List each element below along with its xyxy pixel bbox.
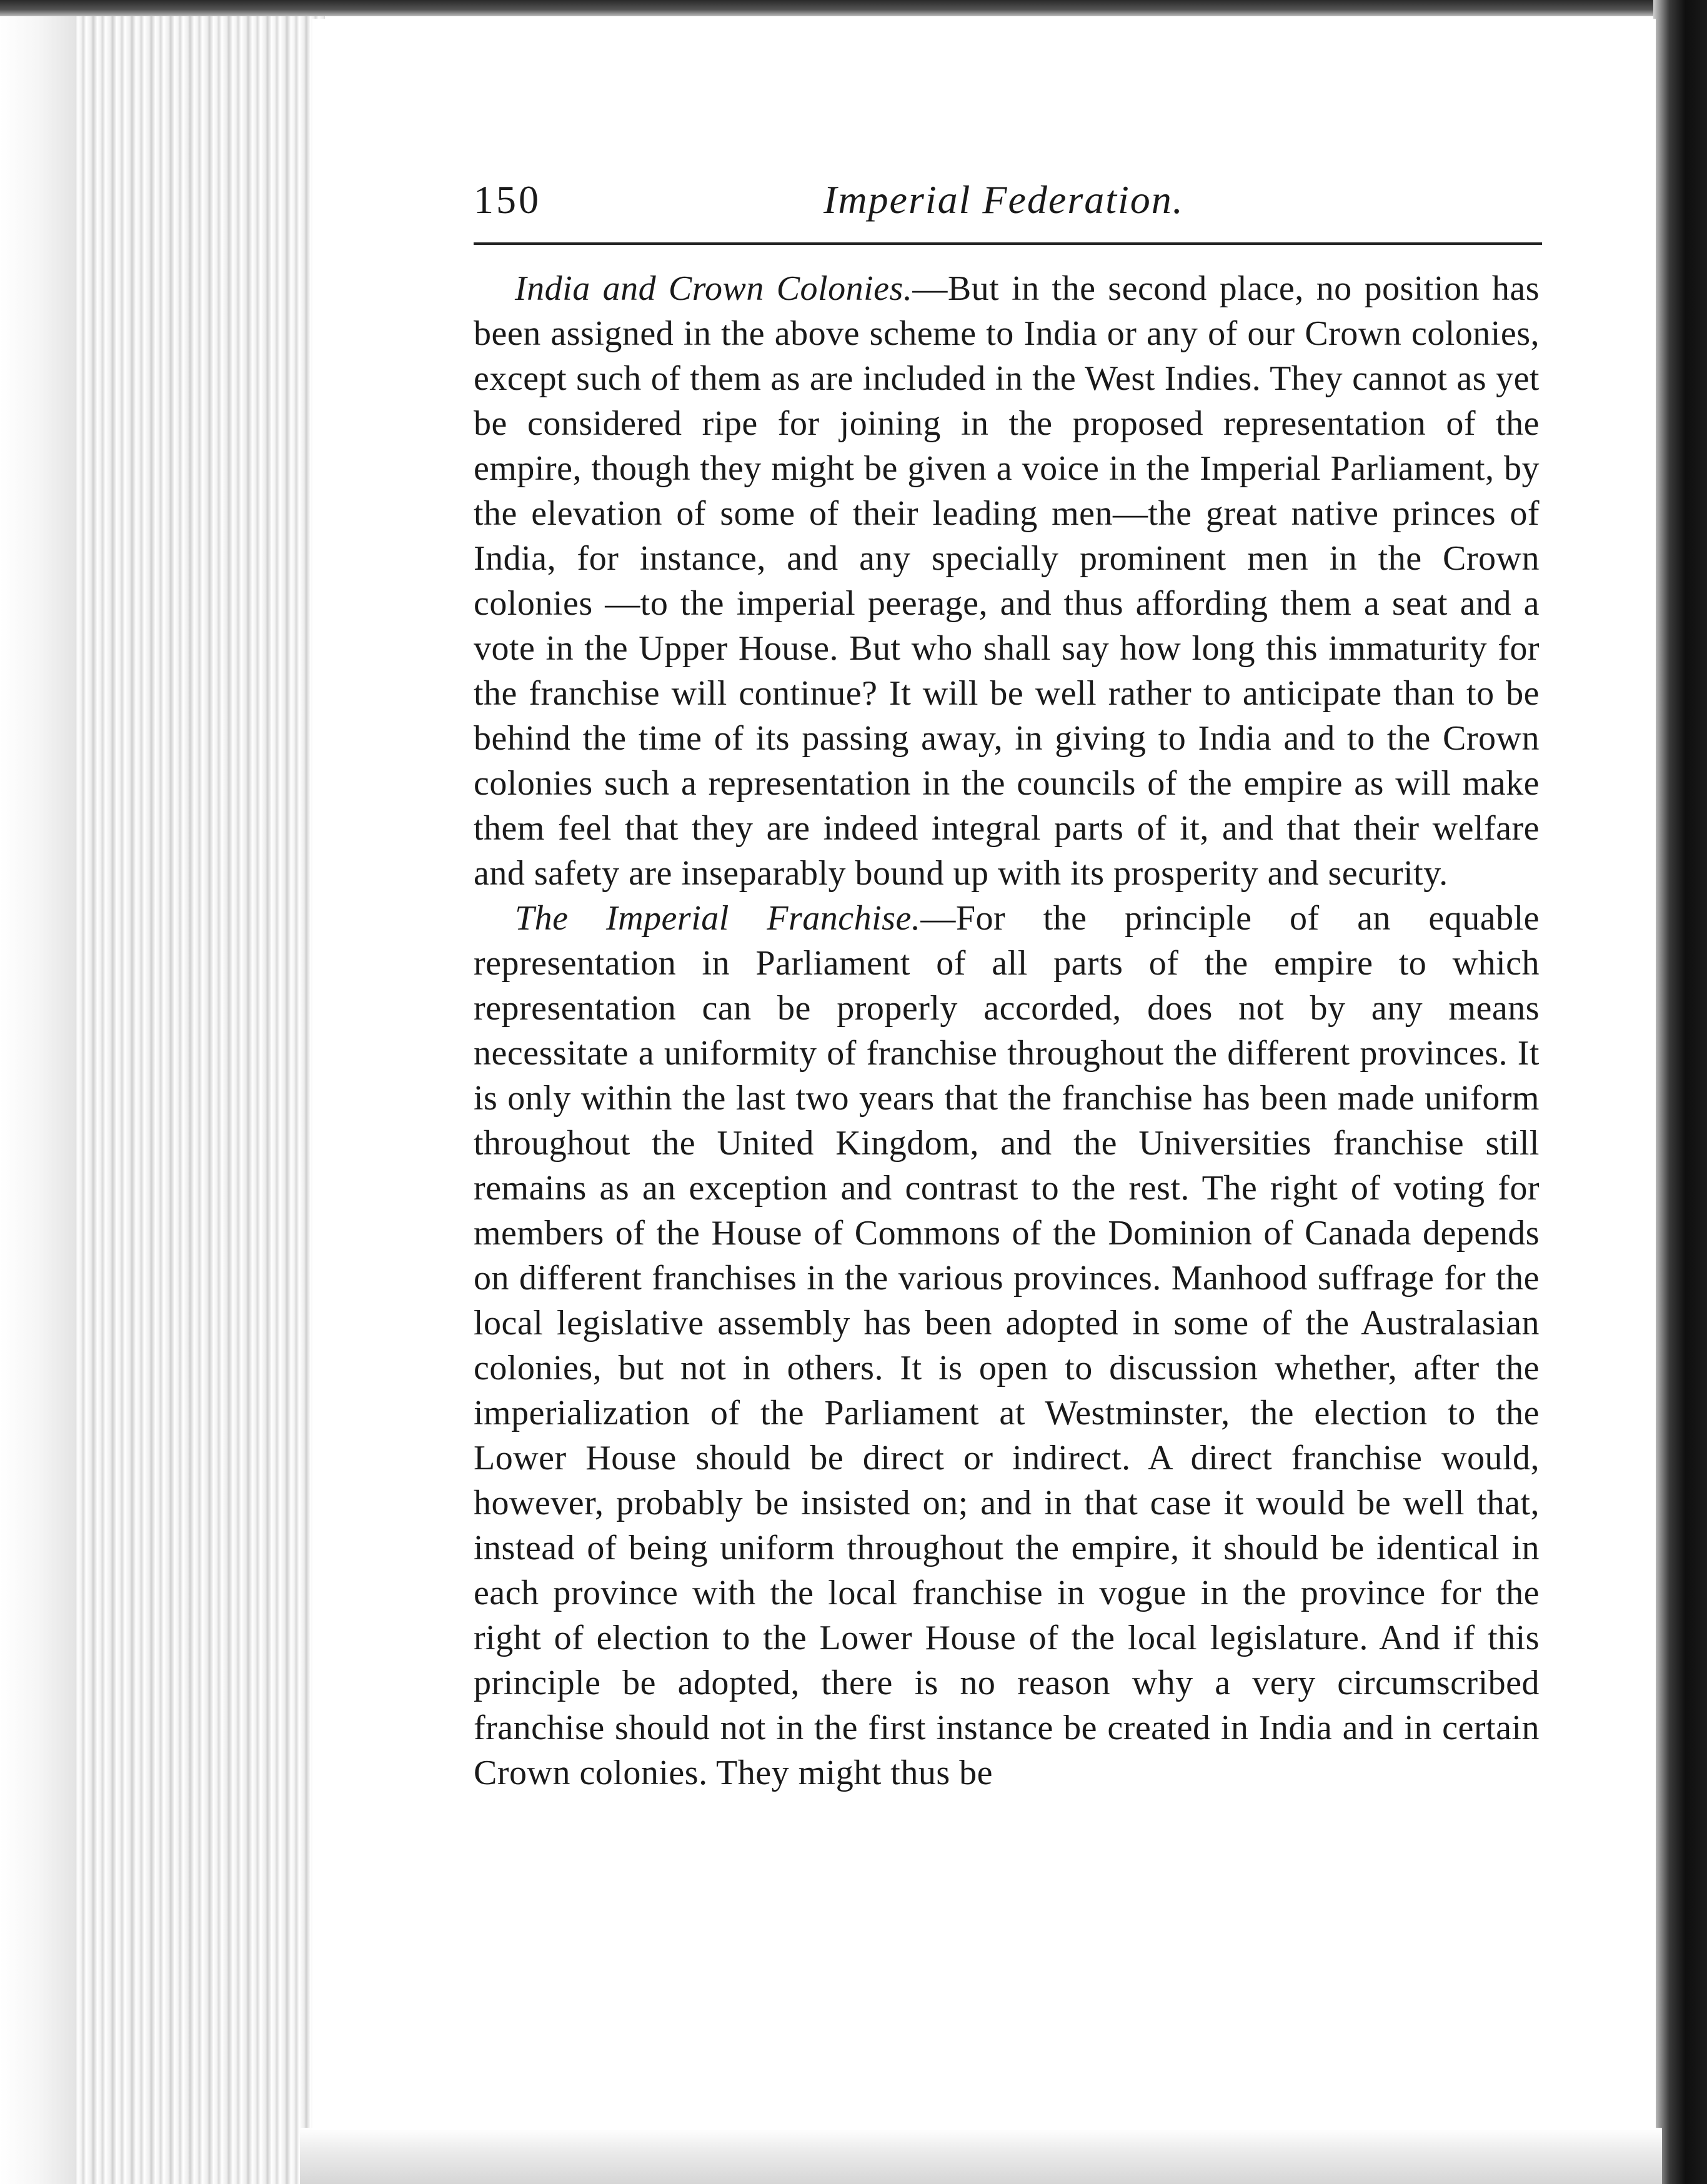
- running-title: Imperial Federation.: [824, 177, 1184, 222]
- paragraph-text: —For the principle of an equable representation in Parliament of all parts of the empire to which representation can be properly accorded, does not by any means necessitate a uniformity of franchise throughout the different provinces. It is only within the last two years that the franchise has been made uniform throughout the United Kingdom, and the Universities franchise still remains as an exception and contrast to the rest. The right of voting for members of the House of Commons of the Dominion of Canada depends on different franchises in the various provinces. Manhood suffrage for the local legislative assembly has been adopted in some of the Australasian colonies, but not in others. It is open to discussion whether, after the imperialization of the Parliament at Westminster, the election to the Lower House should be direct or indirect. A direct franchise would, however, probably be insisted on; and in that case it would be well that, instead of being uniform throughout the empire, it should be identical in each province with the local franchise in vogue in the province for the right of election to the Lower House of the local legislature. And if this principle be adopted, there is no reason why a very circumscribed franchise should not in the first instance be created in India and in certain Crown colonies. They might thus be: [474, 899, 1540, 1792]
- section-heading: India and Crown Colonies.: [515, 269, 913, 308]
- paragraph-india-crown-colonies: [474, 266, 1540, 896]
- body-text: [474, 266, 1540, 1795]
- scan-right-border: [1653, 0, 1707, 2184]
- section-heading: The Imperial Franchise.: [515, 899, 921, 938]
- paragraph-text: —But in the second place, no position has been assigned in the above scheme to India or any of our Crown colonies, except such of them as are included in the West Indies. They cannot as yet be considered ripe for joining in the proposed representation of the empire, though they might be given a voice in the Imperial Parliament, by the elevation of some of their leading men—the great native princes of India, for instance, and any specially prominent men in the Crown colonies —to the imperial peerage, and thus affording them a seat and a vote in the Upper House. But who shall say how long this immaturity for the franchise will continue? It will be well rather to anticipate than to be behind the time of its passing away, in giving to India and to the Crown colonies such a representation in the councils of the empire as will make them feel that they are indeed integral parts of it, and that their welfare and safety are inseparably bound up with its prosperity and security.: [474, 269, 1540, 893]
- page-header: [474, 169, 1536, 231]
- book-page-edges: [0, 0, 325, 2184]
- paragraph-imperial-franchise: [474, 896, 1540, 1795]
- page-number: 150: [474, 177, 541, 222]
- scan-bottom-shadow: [300, 2128, 1662, 2184]
- header-rule: [474, 242, 1542, 245]
- scan-top-border: [0, 0, 1707, 16]
